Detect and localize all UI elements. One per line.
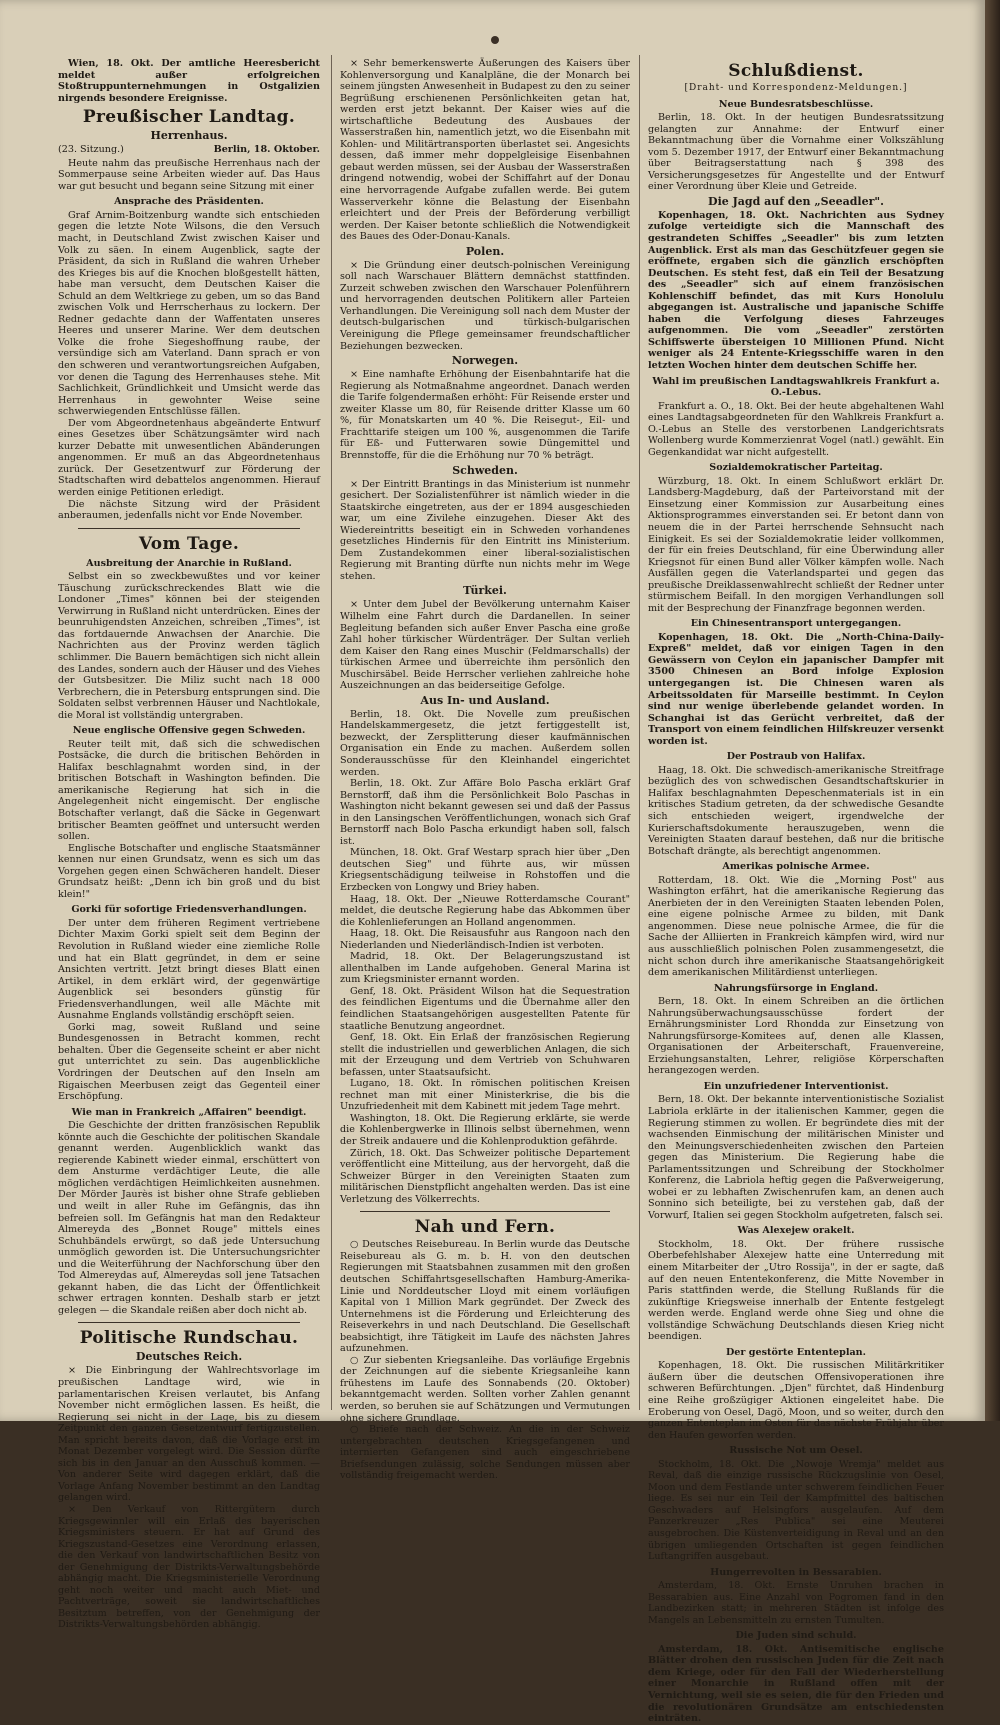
column-rule	[331, 55, 332, 1410]
paragraph: Stockholm, 18. Okt. Der frühere russische Oberbefehlshaber Alexejew hatte eine Unterredung mit einem Mitarbeiter der „Utro Rossija", in der er sagte, daß auf den neuen Ententekonferenz, die Mitte November in Paris stattfinden werde, die Stellung Rußlands für die zukünftige Kriegsweise innerhalb der Entente festgelegt werden werde. England werde ohne Sieg und ohne die vollständige Schwächung Deutschlands diesen Krieg nicht beendigen.	[648, 1238, 944, 1343]
section-heading: Nahrungsfürsorge in England.	[713, 982, 879, 994]
paragraph: Haag, 18. Okt. Der „Nieuwe Rotterdamsche Courant" meldet, die deutsche Regierung habe das Abkommen über die Kohlenlieferungen an Holland angenommen.	[340, 893, 630, 928]
paragraph: × Sehr bemerkenswerte Äußerungen des Kaisers über Kohlenversorgung und Kanalpläne, die der Monarch bei seinem jüngsten Anwesenheit in Budapest zu den zu seiner Begrüßung erschienenen Persönlichkeiten getan hat, werden erst jetzt bekannt. Der Kaiser wies auf die wirtschaftliche Bedeutung des Ausbaues der Wasserstraßen hin, namentlich jetzt, wo die Eisenbahn mit Kohlen- und Militärtransporten überlastet sei. Angesichts dessen, daß immer mehr doppelgleisige Eisenbahnen gebaut werden müssen, sei der Ausbau der Wasserstraßen dringend notwendig, wobei der Schiffahrt auf der Donau eine hervorragende Aufgabe zufallen werde. Bei gutem Wasserverkehr könne die Belastung der Eisenbahn erleichtert und der Preis der Beförderung verbilligt werden. Der Kaiser betonte schließlich die Notwendigkeit des Baues des Oder-Donau-Kanals.	[340, 58, 630, 243]
paragraph: × Die Gründung einer deutsch-polnischen Vereinigung soll nach Warschauer Blättern demnächst stattfinden. Zurzeit schweben zwischen den Warschauer Polenführern und hervorragenden deutschen Politikern aller Parteien Verhandlungen. Die Vereinigung soll nach dem Muster der deutsch-bulgarischen und türkisch-bulgarischen Vereinigung die Pflege gemeinsamer freundschaftlicher Beziehungen bezwecken.	[340, 259, 630, 352]
paragraph: × Unter dem Jubel der Bevölkerung unternahm Kaiser Wilhelm eine Fahrt durch die Dardanellen. In seiner Begleitung befanden sich außer Enver Pascha eine große Zahl hoher türkischer Würdenträger. Der Sultan verlieh dem Kaiser den Rang eines Muschir (Feldmarschalls) der türkischen Armee und überreichte ihm persönlich den Muschirsäbel. Beide Herrscher verliehen zahlreiche hohe Auszeichnungen an das beiderseitige Gefolge.	[340, 599, 630, 692]
paragraph: Washington, 18. Okt. Die Regierung erklärte, sie werde die Kohlenbergwerke in Illinois selbst übernehmen, wenn der Streik andauere und die Kohlenproduktion gefährde.	[340, 1112, 630, 1148]
paragraph: Bern, 18. Okt. Der bekannte interventionistische Sozialist Labriola erklärte in der italienischen Kammer, gegen die Regierung stimmen zu wollen. Er begründete dies mit der wachsenden Einmischung der militärischen Minister und den Meinungsverschiedenheiten zwischen den Parteien gegen das Ministerium. Die Regierung habe die Parlamentssitzungen und Schreibung der Stockholmer Konferenz, die Labriola heftig gegen die Paßverweigerung, wobei er zu lebhaften Zwischenrufen kam, an denen auch Sonnino sich beteiligte, bei zu verstehen gab, daß der Vorwurf, Italien sei gegen Stockholm aufgetreten, falsch sei.	[648, 1094, 944, 1221]
paragraph: Heute nahm das preußische Herrenhaus nach der Sommerpause seine Arbeiten wieder auf. Das Haus war gut besucht und begann seine Sitzung mit einer	[58, 157, 320, 192]
paragraph: × Eine namhafte Erhöhung der Eisenbahntarife hat die Regierung als Notmaßnahme angeordnet. Danach werden die Tarife folgendermaßen erhöht: Für Reisende erster und zweiter Klasse um 80, für Reisende dritter Klasse um 60 %, für Monatskarten um 40 %. Die Reisegut-, Eil- und Frachttarife steigen um 100 %, ausgenommen die Tarife für Eß- und Futterwaren sowie Düngemittel und Brennstoffe, für die die Erhöhung nur 70 % beträgt.	[340, 369, 630, 461]
rundschau-title: Politische Rundschau.	[79, 1328, 299, 1349]
paragraph: × Der Eintritt Brantings in das Ministerium ist nunmehr gesichert. Der Sozialistenführer ist nämlich wieder in die Staatskirche eingetreten, aus der er 1894 ausgeschieden war, um eine Zivilehe einzugehen. Dieser Akt des Wiedereintritts beseitigt ein in Schweden vorhandenes gesetzliches Hindernis für den Eintritt ins Ministerium. Dem Zustandekommen einer liberal-sozialistischen Regierung mit Branting dürfte nun nichts mehr im Wege stehen.	[340, 478, 630, 582]
section-heading: Sozialdemokratischer Parteitag.	[709, 462, 883, 474]
paragraph: Haag, 18. Okt. Die Reisausfuhr aus Rangoon nach den Niederlanden und Niederländisch-Indien ist verboten.	[340, 928, 630, 951]
paragraph: × Den Verkauf von Rittergütern durch Kriegsgewinnler will ein Erlaß des bayerischen Kriegsministers steuern. Er hat auf Grund des Kriegszustand-Gesetzes eine Verordnung erlassen, die den Verkauf von landwirtschaftlichen Besitz von der Genehmigung der Distrikts-Verwaltungsbehörde abhängig macht. Die Kriegsministerielle Verordnung geht noch weiter und macht auch Miet- und Pachtverträge, soweit sie landwirtschaftliches Besitztum betreffen, von der Genehmigung der Distrikts-Verwaltungsbehörden abhängig.	[58, 1504, 320, 1631]
paragraph: München, 18. Okt. Graf Westarp sprach hier über „Den deutschen Sieg" und führte aus, wir müssen Kriegsentschädigung teilweise in Rohstoffen und die Erzbecken von Longwy und Briey haben.	[340, 847, 630, 893]
paragraph: × Die Einbringung der Wahlrechtsvorlage im preußischen Landtage wird, wie in parlamentarischen Kreisen verlautet, bis Anfang November nicht ermöglichen lassen. Es heißt, die Regierung sei nicht in der Lage, bis zu diesem Zeitpunkt den ganzen Gesetzentwurf fertigzustellen. Man spricht bereits davon, daß die Vorlage erst im Monat Dezember vorgelegt wird. Die Session dürfte sich bis in den Januar an den Ausschuß kommen. — Von anderer Seite wird dagegen erklärt, daß die Vorlage Anfang November bestimmt an den Landtag gelangen wird.	[58, 1365, 320, 1504]
column-middle	[340, 58, 630, 1482]
paragraph: Haag, 18. Okt. Die schwedisch-amerikanische Streitfrage bezüglich des von schwedischen Gesandtschaftskurier in Halifax beschlagnahmten Depeschenmaterials ist in ein kritisches Stadium getreten, da der schwedische Gesandte sich entschieden weigert, irgendwelche der Kurierschaftsdokumente herauszugeben, wenn die Vereinigten Staaten darauf bestehen, daß nur die britische Botschaft drängte, als berechtigt angenommen.	[648, 764, 944, 857]
paragraph: Englische Botschafter und englische Staatsmänner kennen nur einen Grundsatz, wenn es sich um das Vorgehen gegen einen Schwächeren handelt. Dieser Grundsatz heißt: „Denn ich bin groß und du bist klein!"	[58, 842, 320, 900]
paragraph: Kopenhagen, 18. Okt. Die „North-China-Daily-Expreß" meldet, daß vor einigen Tagen in den Gewässern von Ceylon ein japanischer Dampfer mit 3500 Chinesen an Bord infolge Explosion untergegangen ist. Die Chinesen waren als Arbeitssoldaten für Marseille bestimmt. In Ceylon sind nur wenige überlebende gelandet worden. In Schanghai ist das Gerücht verbreitet, daß der Transport von einem feindlichen Hilfskreuzer versenkt worden ist.	[648, 631, 944, 747]
paragraph: ○ Deutsches Reisebureau. In Berlin wurde das Deutsche Reisebureau als G. m. b. H. von den deutschen Regierungen mit Staatsbahnen zusammen mit den großen deutschen Schiffahrtsgesellschaften Hamburg-Amerika-Linie und Norddeutscher Lloyd mit einem vorläufigen Kapital von 1 Million Mark gegründet. Der Zweck des Unternehmens ist die Förderung und Erleichterung des Reiseverkehrs in und nach Deutschland. Die Gesellschaft beabsichtigt, ihre Tätigkeit im Laufe des nächsten Jahres aufzunehmen.	[340, 1239, 630, 1355]
paragraph: Frankfurt a. O., 18. Okt. Bei der heute abgehaltenen Wahl eines Landtagsabgeordneten für den Wahlkreis Frankfurt a. O.-Lebus an Stelle des verstorbenen Landgerichtsrats Wollenberg wurde Kommerzienrat Vogel (natl.) gewählt. Ein Gegenkandidat war nicht aufgestellt.	[648, 400, 944, 458]
paragraph: Kopenhagen, 18. Okt. Nachrichten aus Sydney zufolge verteidigte sich die Mannschaft des gestrandeten Schiffes „Seeadler" bis zum letzten Augenblick. Erst als man das Geschützfeuer gegen sie eröffnete, ergaben sich die gänzlich erschöpften Deutschen. Es steht fest, daß ein Teil der Besatzung des „Seeadler" sich auf einem französischen Kohlenschiff befindet, das mit Kurs Honolulu abgegangen ist. Australische und japanische Schiffe haben die Verfolgung dieses Fahrzeuges aufgenommen. Die vom „Seeadler" zerstörten Schiffswerte übersteigen 10 Millionen Pfund. Nicht weniger als 24 Entente-Kriegsschiffe waren in den letzten Wochen hinter dem deutschen Schiffe her.	[648, 209, 944, 371]
schweden-heading: Schweden.	[452, 463, 518, 477]
paragraph: Madrid, 18. Okt. Der Belagerungszustand ist allenthalben im Lande aufgehoben. General Marina ist zum Kriegsminister ernannt worden.	[340, 951, 630, 986]
paragraph: Berlin, 18. Okt. Zur Affäre Bolo Pascha erklärt Graf Bernstorff, daß ihm die Persönlichkeit Bolo Paschas in Washington nicht bekannt gewesen sei und daß der Passus in den Lansingschen Veröffentlichungen, wonach sich Graf Bernstorff nach Bolo Pascha erkundigt haben soll, falsch ist.	[340, 778, 630, 847]
section-heading: Neue Bundesratsbeschlüsse.	[718, 98, 874, 110]
paragraph: Berlin, 18. Okt. In der heutigen Bundesratssitzung gelangten zur Annahme: der Entwurf einer Bekanntmachung über die Vornahme einer Volkszählung vom 5. Dezember 1917, der Entwurf einer Bekanntmachung über Beitragserstattung nach § 398 des Versicherungsgesetzes für Angestellte und der Entwurf einer Verordnung über Kleie und Getreide.	[648, 112, 944, 193]
section-heading: Was Alexejew orakelt.	[737, 1225, 855, 1237]
paragraph: Genf, 18. Okt. Präsident Wilson hat die Sequestration des feindlichen Eigentums und die Übernahme aller den feindlichen Staatsangehörigen ausgestellten Patente für staatliche Benutzung angeordnet.	[340, 985, 630, 1032]
intro-paragraph: Wien, 18. Okt. Der amtliche Heeresbericht meldet außer erfolgreichen Stoßtruppunternehmungen in Ostgalizien nirgends besondere Ereignisse.	[58, 58, 320, 104]
column-rule	[639, 55, 640, 1410]
section-heading: Der Postraub von Halifax.	[726, 751, 866, 763]
book-binding	[985, 0, 1000, 1421]
landtag-title: Preußischer Landtag.	[82, 107, 296, 128]
schlussdienst-title: Schlußdienst.	[728, 61, 864, 81]
session-dateline	[58, 144, 320, 156]
tuerkei-heading: Türkei.	[463, 584, 507, 598]
paragraph: Kopenhagen, 18. Okt. Die russischen Militärkritiker äußern über die deutschen Offensivoperationen ihre schweren Befürchtungen. „Djen" fürchtet, daß Hindenburg eine Reihe großzügiger Aktionen eingeleitet habe. Die Eroberung von Oesel, Dagö, Moon, und so weiter, durch den ganzen Ententeplan im Osten für das nächste Frühjahr über den Haufen geworfen werden.	[648, 1360, 944, 1441]
paragraph: Reuter teilt mit, daß sich die schwedischen Postsäcke, die durch die britischen Behörden in Halifax beschlagnahmt worden sind, in der britischen Botschaft in Washington befinden. Die amerikanische Regierung hat sich in die Angelegenheit nicht eingemischt. Der englische Botschafter verlangt, daß die Säcke in Gegenwart britischer Beamten geöffnet und untersucht werden sollen.	[58, 738, 320, 843]
paragraph: Genf, 18. Okt. Ein Erlaß der französischen Regierung stellt die industriellen und gewerblichen Anlagen, die sich mit der Erzeugung und dem Vertrieb von Schuhwaren befassen, unter Staatsaufsicht.	[340, 1032, 630, 1078]
section-heading: Neue englische Offensive gegen Schweden.	[72, 725, 306, 737]
binding-hole	[491, 36, 499, 44]
paragraph: Die Geschichte der dritten französischen Republik könnte auch die Geschichte der politischen Skandale genannt werden. Augenblicklich wankt das regierende Kabinett wieder einmal, erschüttert von dem Ansturme verdächtiger Leute, die alle möglichen verdächtigen Heimlichkeiten ausnehmen. Der Mörder Jaurès ist bisher ohne Strafe geblieben und weilt in aller Ruhe im Gefängnis, das ihn befreien soll. Im Gefängnis hat man den Redakteur Almereyda des „Bonnet Rouge" mittels eines Schuhbändels erwürgt, so daß jede Untersuchung unmöglich geworden ist. Die Untersuchungsrichter und die Weiterführung der Nachforschung über den Tod Almereydas auf, Almereydas soll jene Tatsachen gekannt haben, die das Licht der Öffentlichkeit schwer ertragen konnten. Deshalb starb er jetzt gelegen — die Skandale reißen aber doch nicht ab.	[58, 1120, 320, 1316]
section-heading: Die Jagd auf den „Seeadler".	[708, 194, 884, 208]
section-heading: Wahl im preußischen Landtagswahlkreis Frankfurt a. O.-Lebus.	[652, 375, 940, 399]
section-heading: Hungerrevolten in Bessarabien.	[710, 1566, 882, 1578]
paragraph: Stockholm, 18. Okt. Die „Nowoje Wremja" meldet aus Reval, daß die einzige russische Rückzugslinie von Oesel, Moon und dem Festlande unter schwerem feindlichen Feuer liege. Es sei nur ein Teil der Kampfmittel des baltischen Geschwaders auf Helsingfors ausgelaufen. Auf dem Panzerkreuzer „Res Publica" sei eine Meuterei ausgebrochen. Die Küstenverteidigung in Reval und an den übrigen umliegenden Ortschaften ist gegen feindlichen Luftangriffen ausgebaut.	[648, 1458, 944, 1563]
separator	[78, 1322, 300, 1323]
section-heading: Russische Not um Oesel.	[729, 1445, 863, 1457]
paragraph: Amsterdam, 18. Okt. Antisemitische englische Blätter drohen den russischen Juden für die Zeit nach dem Kriege, oder für den Fall der Wiederherstellung einer Monarchie in Rußland offen mit der Vernichtung, weil sie es seien, die für den Frieden und die revolutionären Grundsätze am entschiedensten einträten.	[648, 1643, 944, 1725]
column-right	[648, 58, 944, 1725]
session-date: Berlin, 18. Oktober.	[213, 144, 320, 156]
section-heading: Ausbreitung der Anarchie in Rußland.	[86, 557, 292, 569]
section-heading: Ein Chinesentransport untergegangen.	[690, 618, 902, 630]
section-heading: Ein unzufriedener Interventionist.	[703, 1080, 889, 1092]
paragraph: Berlin, 18. Okt. Die Novelle zum preußischen Handelskammergesetz, die jetzt fertiggestellt ist, bezweckt, der Zersplitterung dieser kaufmännischen Organisation ein Ende zu machen. Außerdem sollen Sonderausschüsse für den Kleinhandel eingerichtet werden.	[340, 708, 630, 778]
paragraph: Zürich, 18. Okt. Das Schweizer politische Departement veröffentlicht eine Mitteilung, aus der hervorgeht, daß die Schweizer Bürger in den Vereinigten Staaten zum militärischen Dienstpflicht angehalten werden. Das ist eine Verletzung des Völkerrechts.	[340, 1147, 630, 1205]
paragraph: Selbst ein so zweckbewußtes und vor keiner Täuschung zurückschreckendes Blatt wie die Londoner „Times" können bei der steigenden Verwirrung in Rußland nicht unterdrücken. Eines der beunruhigendsten Anzeichen, schreiben „Times", ist das fortdauernde Anwachsen der Anarchie. Die Nachrichten aus der Provinz werden täglich schlimmer. Die Bauern bemächtigen sich nicht allein des Landes, sondern auch der Häuser und des Viehes der Gutsbesitzer. Die Miliz sucht nach 18 000 Verbrechern, die in Petersburg entsprungen sind. Die Soldaten selbst verbrennen Häuser und Nachtlokale, die Moral ist vollständig untergraben.	[58, 571, 320, 721]
section-heading: Wie man in Frankreich „Affairen" beendigt.	[71, 1106, 307, 1118]
ausland-heading: Aus In- und Ausland.	[420, 693, 550, 707]
paragraph: Lugano, 18. Okt. In römischen politischen Kreisen rechnet man mit einer Ministerkrise, die bis die Unzufriedenheit mit dem Kabinett mit jedem Tage mehrt.	[340, 1078, 630, 1113]
paragraph: Rotterdam, 18. Okt. Wie die „Morning Post" aus Washington erfährt, hat die amerikanische Regierung das Anerbieten der in den Vereinigten Staaten lebenden Polen, eine eigene polnische Armee zu bilden, mit Dank angenommen. Diese neue polnische Armee, die für die Sache der Alliierten in Frankreich kämpfen wird, wird nur aus ausschließlich polnischen Polen zusammengesetzt, die nicht schon durch ihre amerikanische Staatsangehörigkeit dem amerikanischen Militärdienst unterliegen.	[648, 874, 944, 979]
section-heading: Ansprache des Präsidenten.	[114, 196, 264, 208]
section-heading: Gorki für sofortige Friedensverhandlungen.	[71, 904, 307, 916]
paragraph: Würzburg, 18. Okt. In einem Schlußwort erklärt Dr. Landsberg-Magdeburg, daß der Parteivorstand mit der Einsetzung einer Kommission zur Ausarbeitung eines Aktionsprogrammes einverstanden sei. Er betont dann von neuem die in der Partei herrschende Sehnsucht nach Einigkeit. Es sei der Sozialdemokratie leider vollkommen, der für ein freies Deutschland, für eine Überwindung aller Kriegsnot für einen Bund aller Völker kämpfen wolle. Nach Ausfällen gegen die Vaterlandspartei und gegen das preußische Dreiklassenwahlrecht schließt der Redner unter stürmischem Beifall. In den morgigen Verhandlungen soll mit der Besprechung der Finanzfrage begonnen werden.	[648, 475, 944, 614]
paragraph: ○ Briefe nach der Schweiz. An die in der Schweiz untergebrachten deutschen Kriegsgefangenen und internierten Gefangenen sind auch eingeschriebene Briefsendungen zulässig, solche Sendungen müssen aber vollständig freigemacht werden.	[340, 1424, 630, 1482]
paragraph: Gorki mag, soweit Rußland und seine Bundesgenossen in Betracht kommen, recht behalten. Über die Gegenseite scheint er aber nicht gut unterrichtet zu sein. Das augenblickliche Vordringen der Deutschen auf den Inseln am Rigaischen Meerbusen zeigt das Gegenteil einer Erschöpfung.	[58, 1021, 320, 1103]
norwegen-heading: Norwegen.	[451, 354, 519, 368]
separator	[360, 1211, 610, 1212]
paragraph: ○ Zur siebenten Kriegsanleihe. Das vorläufige Ergebnis der Zeichnungen auf die siebente Kriegsanleihe kann frühestens im Laufe des Sonnabends (20. Oktober) bekanntgemacht werden. Sollten vorher Zahlen genannt werden, so beruhen sie auf Schätzungen und Vermutungen ohne sichere Grundlage.	[340, 1354, 630, 1424]
herrenhaus-subtitle: Herrenhaus.	[150, 129, 228, 143]
vom-tage-title: Vom Tage.	[138, 533, 240, 554]
section-heading: Der gestörte Ententeplan.	[725, 1346, 866, 1358]
paragraph: Der vom Abgeordnetenhaus abgeänderte Entwurf eines Gesetzes über Schätzungsämter wird nach kurzer Debatte mit unwesentlichen Abänderungen angenommen. Er muß an das Abgeordnetenhaus zurück. Der Gesetzentwurf zur Förderung der Stadtschaften wird debattelos angenommen. Hierauf werden einige Petitionen erledigt.	[58, 417, 320, 498]
paragraph: Bern, 18. Okt. In einem Schreiben an die örtlichen Nahrungsüberwachungsausschüsse fordert der Ernährungsminister Lord Rhondda zur Einsetzung von Nahrungsfürsorge-Komitees auf, denen alle Klassen, Organisationen der Arbeiterschaft, Frauenvereine, Erziehungsanstalten, Lehrer, religiöse Körperschaften herangezogen werden.	[648, 996, 944, 1077]
deutsches-reich-subtitle: Deutsches Reich.	[135, 1350, 243, 1364]
separator	[78, 528, 300, 529]
section-heading: Die Juden sind schuld.	[735, 1630, 857, 1642]
paragraph: Die nächste Sitzung wird der Präsident anberaumen, jedenfalls nicht vor Ende November.	[58, 498, 320, 522]
paragraph: Der unter dem früheren Regiment vertriebene Dichter Maxim Gorki spielt seit dem Beginn der Revolution in Rußland wieder eine ziemliche Rolle und hat ein Blatt gegründet, in dem er seine Ansichten vertritt. Jetzt bringt dieses Blatt einen Artikel, in dem erklärt wird, der gegenwärtige Augenblick sei besonders günstig für Friedensverhandlungen, weil alle Mächte mit Ausnahme Englands vollständig erschöpft seien.	[58, 917, 320, 1022]
paragraph: Amsterdam, 18. Okt. Ernste Unruhen brachen in Bessarabien aus. Eine Anzahl von Pogromen fand in den Landbezirken statt; in mehreren Städten ist infolge des Mangels an Lebensmitteln zu ernsten Tumulten.	[648, 1580, 944, 1626]
schlussdienst-subtitle: [Draht- und Korrespondenz-Meldungen.]	[684, 83, 908, 93]
polen-heading: Polen.	[465, 244, 505, 258]
section-heading: Amerikas polnische Armee.	[722, 861, 870, 873]
session-number: (23. Sitzung.)	[58, 144, 124, 156]
nah-und-fern-title: Nah und Fern.	[414, 1217, 556, 1238]
paragraph: Graf Arnim-Boitzenburg wandte sich entschieden gegen die letzte Note Wilsons, die den Versuch macht, in Deutschland Zwist zwischen Kaiser und Volk zu säen. In einem Augenblick, sagte der Präsident, da sich in Rußland die wahren Urheber des Krieges bis auf die Knochen bloßgestellt hätten, habe man versucht, dem Deutschen Kaiser die Schuld an dem Weltkriege zu geben, um so das Band zwischen Volk und Herrscherhaus zu lockern. Der Redner gedachte dann der Waffentaten unseres Heeres und unserer Marine. Wer dem deutschen Volke die frohe Siegeshoffnung raube, der versündige sich am Vaterland. Dann sprach er von den schweren und verantwortungsreichen Aufgaben, vor denen die Tagung des Herrenhauses stehe. Mit Sachlichkeit, Gründlichkeit und Umsicht werde das Herrenhaus in gewohnter Weise seine schwerwiegenden Entschlüsse fällen.	[58, 209, 320, 418]
column-left	[58, 58, 320, 1631]
